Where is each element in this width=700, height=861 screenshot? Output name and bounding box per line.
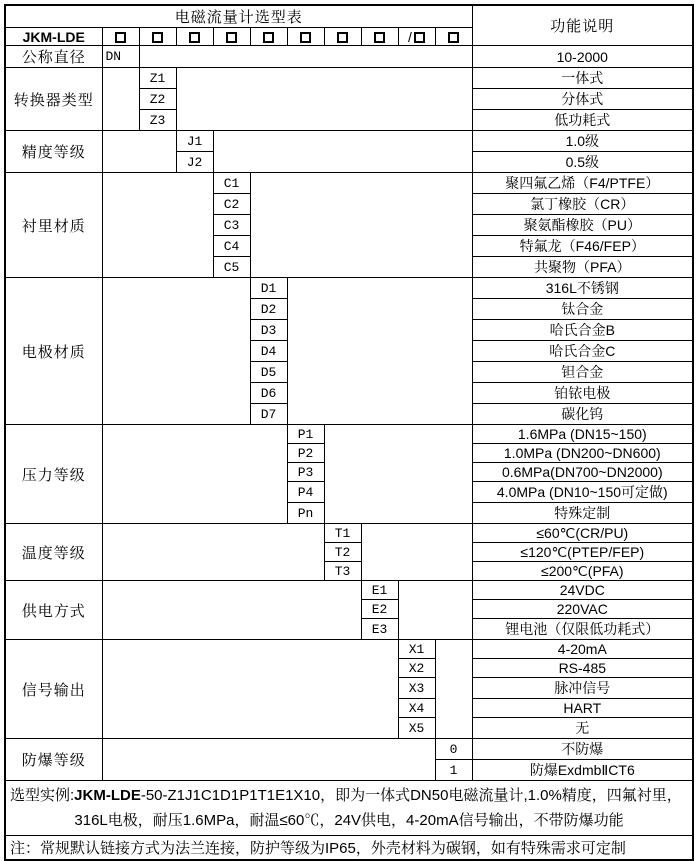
desc-cell: ≤120℃(PTEP/FEP) bbox=[472, 543, 693, 562]
table-row bbox=[5, 581, 693, 600]
model-prefix: JKM-LDE bbox=[5, 28, 102, 46]
code-cell: C3 bbox=[213, 215, 250, 236]
table-row bbox=[5, 524, 693, 543]
table-row bbox=[5, 425, 693, 444]
desc-cell: 1.6MPa (DN15~150) bbox=[472, 425, 693, 444]
group-label-accuracy: 精度等级 bbox=[5, 131, 102, 173]
checkbox-icon[interactable] bbox=[337, 32, 348, 43]
desc-cell: 特殊定制 bbox=[472, 503, 693, 524]
desc-cell: 钽合金 bbox=[472, 362, 693, 383]
group-label-signal: 信号输出 bbox=[5, 640, 102, 739]
table-row bbox=[5, 640, 693, 659]
desc-cell: 10-2000 bbox=[472, 46, 693, 68]
desc-cell: 1.0MPa (DN200~DN600) bbox=[472, 444, 693, 463]
code-cell: J2 bbox=[176, 152, 213, 173]
empty-cell bbox=[250, 173, 472, 278]
desc-cell: 4-20mA bbox=[472, 640, 693, 659]
code-cell: P3 bbox=[287, 463, 324, 482]
code-cell: E2 bbox=[361, 600, 398, 619]
desc-cell: 氯丁橡胶（CR） bbox=[472, 194, 693, 215]
empty-cell bbox=[213, 131, 472, 173]
code-cell: D2 bbox=[250, 299, 287, 320]
code-cell: P2 bbox=[287, 444, 324, 463]
code-cell: D6 bbox=[250, 383, 287, 404]
group-label-pressure: 压力等级 bbox=[5, 425, 102, 524]
code-cell: X4 bbox=[398, 699, 435, 718]
checkbox-icon[interactable] bbox=[374, 32, 385, 43]
example-rest: -50-Z1J1C1D1P1T1E1X10，即为一体式DN50电磁流量计,1.0%精度，四氟衬里， bbox=[140, 787, 682, 805]
code-cell: X2 bbox=[398, 659, 435, 678]
desc-cell: 哈氏合金B bbox=[472, 320, 693, 341]
code-cell: DN bbox=[102, 46, 139, 68]
empty-cell bbox=[102, 68, 139, 131]
desc-cell: 无 bbox=[472, 718, 693, 739]
desc-cell: 1.0级 bbox=[472, 131, 693, 152]
group-label-explosion: 防爆等级 bbox=[5, 739, 102, 781]
code-cell: Z2 bbox=[139, 89, 176, 110]
table-row bbox=[5, 46, 693, 68]
desc-cell: 不防爆 bbox=[472, 739, 693, 760]
code-cell: P4 bbox=[287, 482, 324, 503]
desc-cell: 4.0MPa (DN10~150可定做) bbox=[472, 482, 693, 503]
code-cell: 1 bbox=[435, 760, 472, 781]
slash-separator: / bbox=[408, 29, 412, 46]
empty-cell bbox=[102, 524, 324, 581]
group-label-temperature: 温度等级 bbox=[5, 524, 102, 581]
empty-cell bbox=[102, 425, 287, 524]
desc-cell: 一体式 bbox=[472, 68, 693, 89]
empty-cell bbox=[398, 581, 472, 640]
checkbox-icon[interactable] bbox=[300, 32, 311, 43]
checkbox-icon[interactable] bbox=[414, 32, 425, 43]
code-cell: X1 bbox=[398, 640, 435, 659]
empty-cell bbox=[102, 739, 435, 781]
desc-cell: 碳化钨 bbox=[472, 404, 693, 425]
checkbox-icon[interactable] bbox=[263, 32, 274, 43]
code-cell: T1 bbox=[324, 524, 361, 543]
desc-cell: 钛合金 bbox=[472, 299, 693, 320]
checkbox-icon[interactable] bbox=[152, 32, 163, 43]
code-cell: X3 bbox=[398, 678, 435, 699]
model-checkbox-cell[interactable] bbox=[361, 28, 398, 46]
checkbox-icon[interactable] bbox=[448, 32, 459, 43]
code-cell: D1 bbox=[250, 278, 287, 299]
code-cell: C2 bbox=[213, 194, 250, 215]
example-line-2: 316L电极，耐压1.6MPa，耐温≤60℃，24V供电，4-20mA信号输出，不带防爆功能 bbox=[74, 812, 624, 830]
desc-cell: 分体式 bbox=[472, 89, 693, 110]
desc-cell: 聚四氟乙烯（F4/PTFE） bbox=[472, 173, 693, 194]
desc-cell: 低功耗式 bbox=[472, 110, 693, 131]
table-row bbox=[5, 5, 693, 28]
empty-cell bbox=[102, 581, 361, 640]
function-description-header: 功能说明 bbox=[472, 5, 693, 46]
desc-cell: 特氟龙（F46/FEP） bbox=[472, 236, 693, 257]
code-cell: E3 bbox=[361, 619, 398, 640]
desc-cell: ≤200℃(PFA) bbox=[472, 562, 693, 581]
empty-cell bbox=[102, 173, 213, 278]
empty-cell bbox=[102, 640, 398, 739]
model-checkbox-cell[interactable] bbox=[139, 28, 176, 46]
desc-cell: 0.5级 bbox=[472, 152, 693, 173]
model-checkbox-cell-slash[interactable] bbox=[398, 28, 435, 46]
table-row bbox=[5, 173, 693, 194]
code-cell: D7 bbox=[250, 404, 287, 425]
model-checkbox-cell[interactable] bbox=[287, 28, 324, 46]
desc-cell: HART bbox=[472, 699, 693, 718]
table-row bbox=[5, 131, 693, 152]
code-cell: X5 bbox=[398, 718, 435, 739]
code-cell: D3 bbox=[250, 320, 287, 341]
desc-cell: RS-485 bbox=[472, 659, 693, 678]
empty-cell bbox=[324, 425, 472, 524]
code-cell: P1 bbox=[287, 425, 324, 444]
code-cell: D5 bbox=[250, 362, 287, 383]
empty-cell bbox=[102, 131, 176, 173]
code-cell: J1 bbox=[176, 131, 213, 152]
group-label-lining: 衬里材质 bbox=[5, 173, 102, 278]
example-model: JKM-LDE bbox=[74, 787, 141, 805]
code-cell: Z1 bbox=[139, 68, 176, 89]
code-cell: C1 bbox=[213, 173, 250, 194]
desc-cell: 聚氨酯橡胶（PU） bbox=[472, 215, 693, 236]
model-checkbox-cell[interactable] bbox=[176, 28, 213, 46]
code-cell: C4 bbox=[213, 236, 250, 257]
code-cell: 0 bbox=[435, 739, 472, 760]
desc-cell: 哈氏合金C bbox=[472, 341, 693, 362]
desc-cell: ≤60℃(CR/PU) bbox=[472, 524, 693, 543]
empty-cell bbox=[361, 524, 472, 581]
code-cell: D4 bbox=[250, 341, 287, 362]
example-prefix: 选型实例: bbox=[10, 787, 75, 805]
code-cell: C5 bbox=[213, 257, 250, 278]
group-label-electrode: 电极材质 bbox=[5, 278, 102, 425]
empty-cell bbox=[176, 68, 472, 131]
empty-cell bbox=[102, 278, 250, 425]
group-label-converter-type: 转换器类型 bbox=[5, 68, 102, 131]
note: 注：常规默认链接方式为法兰连接，防护等级为IP65，外壳材料为碳钢，如有特殊需求可定制 bbox=[5, 836, 693, 860]
code-cell: Pn bbox=[287, 503, 324, 524]
empty-cell bbox=[287, 278, 472, 425]
checkbox-icon[interactable] bbox=[115, 32, 126, 43]
table-row bbox=[5, 278, 693, 299]
flowmeter-selection-table bbox=[4, 4, 694, 861]
model-checkbox-cell[interactable] bbox=[250, 28, 287, 46]
desc-cell: 0.6MPa(DN700~DN2000) bbox=[472, 463, 693, 482]
code-cell: E1 bbox=[361, 581, 398, 600]
model-checkbox-cell[interactable] bbox=[213, 28, 250, 46]
code-cell: Z3 bbox=[139, 110, 176, 131]
desc-cell: 220VAC bbox=[472, 600, 693, 619]
selection-example bbox=[5, 781, 693, 836]
model-checkbox-cell[interactable] bbox=[435, 28, 472, 46]
checkbox-icon[interactable] bbox=[189, 32, 200, 43]
empty-cell bbox=[139, 46, 472, 68]
desc-cell: 共聚物（PFA） bbox=[472, 257, 693, 278]
desc-cell: 316L不锈钢 bbox=[472, 278, 693, 299]
code-cell: T3 bbox=[324, 562, 361, 581]
desc-cell: 铂铱电极 bbox=[472, 383, 693, 404]
desc-cell: 锂电池（仅限低功耗式） bbox=[472, 619, 693, 640]
table-title: 电磁流量计选型表 bbox=[5, 5, 472, 28]
example-line-1 bbox=[6, 783, 692, 809]
table-row bbox=[5, 781, 693, 836]
table-row bbox=[5, 836, 693, 860]
table-row bbox=[5, 68, 693, 89]
desc-cell: 脉冲信号 bbox=[472, 678, 693, 699]
desc-cell: 防爆ExdmbⅡCT6 bbox=[472, 760, 693, 781]
code-cell: T2 bbox=[324, 543, 361, 562]
group-label-diameter: 公称直径 bbox=[5, 46, 102, 68]
model-checkbox-cell[interactable] bbox=[324, 28, 361, 46]
table-row bbox=[5, 739, 693, 760]
desc-cell: 24VDC bbox=[472, 581, 693, 600]
checkbox-icon[interactable] bbox=[226, 32, 237, 43]
empty-cell bbox=[435, 640, 472, 739]
model-checkbox-cell[interactable] bbox=[102, 28, 139, 46]
group-label-power: 供电方式 bbox=[5, 581, 102, 640]
